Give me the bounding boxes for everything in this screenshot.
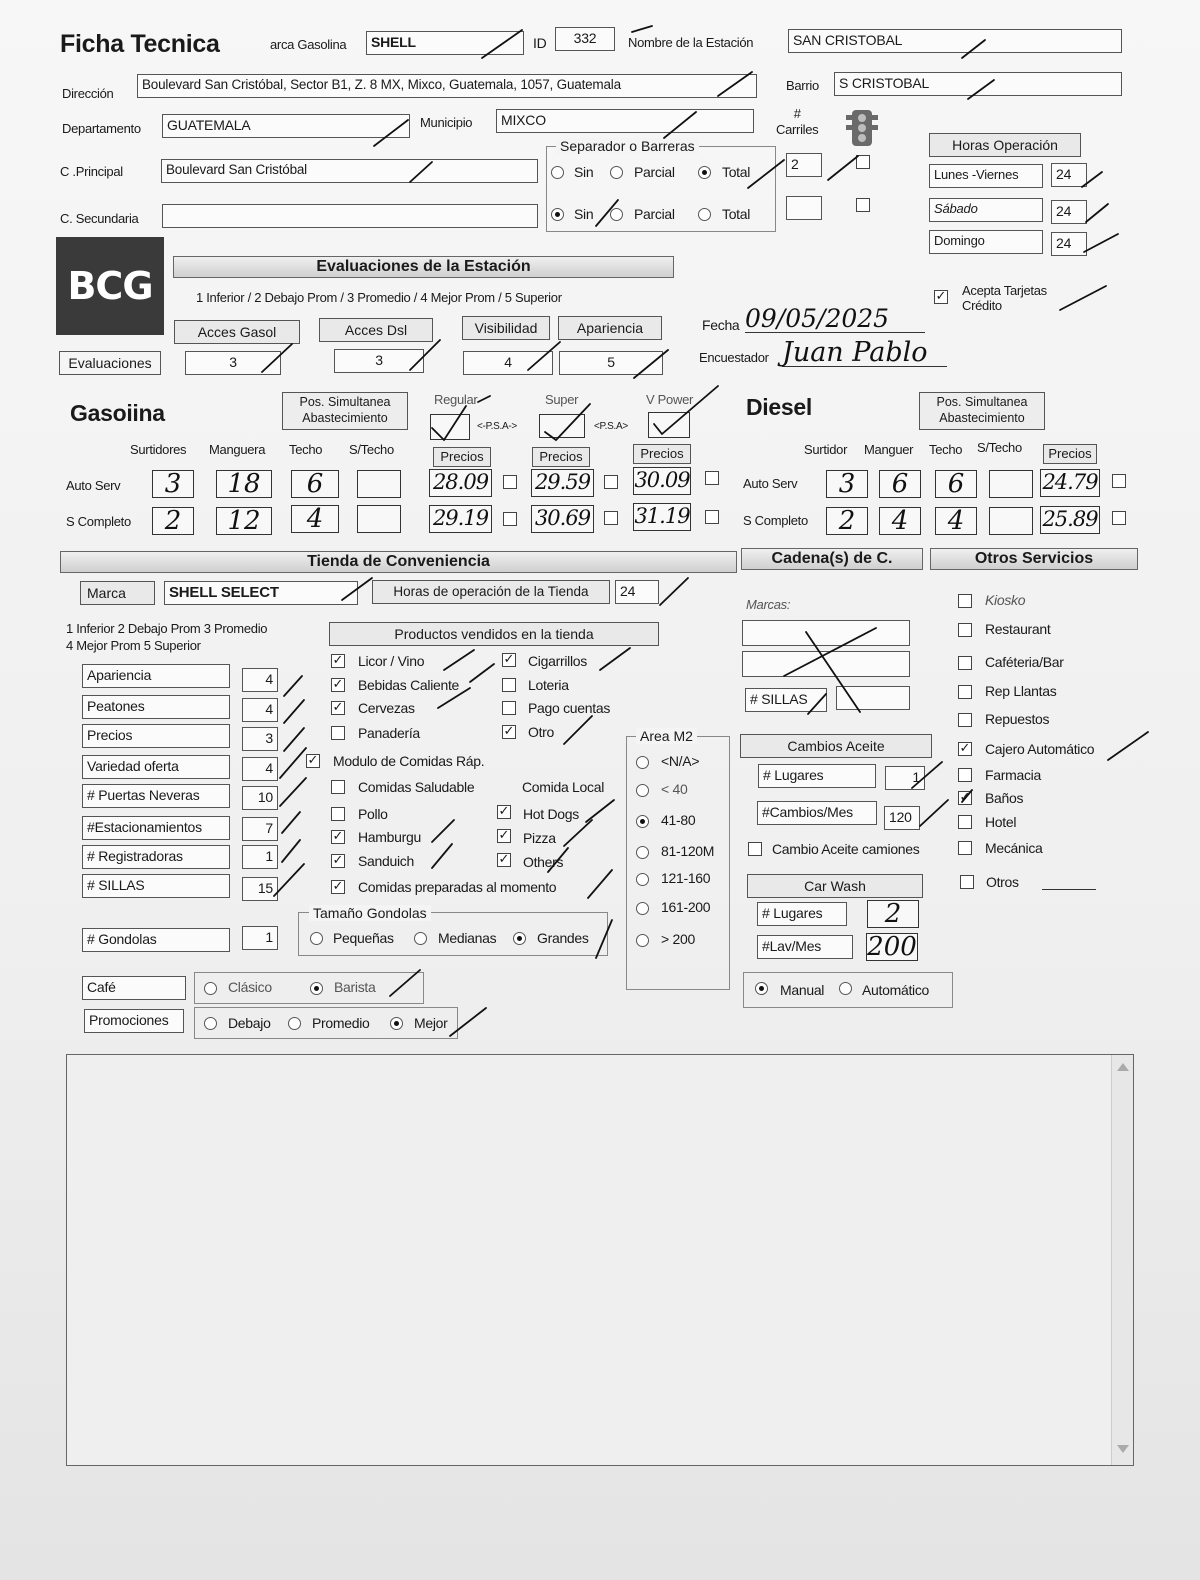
gas-autoserv-surtidores[interactable]: 3 xyxy=(152,470,194,498)
gondolas-medianas-label: Medianas xyxy=(438,930,497,946)
horas-day-sab: Sábado xyxy=(929,198,1043,222)
rating-sillas-label: # SILLAS xyxy=(82,874,230,898)
horas-day-dom: Domingo xyxy=(929,230,1043,254)
horas-lv-field[interactable]: 24 xyxy=(1051,163,1087,187)
gasolina-type-vpower: V Power xyxy=(646,392,694,407)
regular-psa-box[interactable] xyxy=(430,414,470,440)
prod-pago-label: Pago cuentas xyxy=(528,700,611,716)
rating-variedad-label: Variedad oferta xyxy=(82,755,230,779)
gas-scompleto-techo[interactable]: 4 xyxy=(291,505,339,533)
otros-repuestos-checkbox[interactable] xyxy=(958,713,972,727)
separador-row1-sin-label: Sin xyxy=(574,164,594,180)
gas-scompleto-s-techo[interactable] xyxy=(357,505,401,533)
c-principal-label: C .Principal xyxy=(60,164,123,179)
gas-scompleto-precio-regular[interactable]: 29.19 xyxy=(429,505,492,533)
comida-sanduich-checkbox[interactable]: ✓ xyxy=(332,853,344,868)
area-161-200-radio[interactable] xyxy=(636,902,649,915)
gas-scompleto-regular-checkbox[interactable] xyxy=(503,512,517,526)
area-81-120-radio[interactable] xyxy=(636,846,649,859)
vpower-psa-box[interactable] xyxy=(648,412,690,438)
prod-cigarrillos-checkbox[interactable]: ✓ xyxy=(503,652,515,667)
gas-autoserv-vpower-checkbox[interactable] xyxy=(705,471,719,485)
tienda-marca-label: Marca xyxy=(80,581,155,605)
separador-row2-parcial-label: Parcial xyxy=(634,206,675,222)
eval-acces-dsl-field[interactable]: 3 xyxy=(334,349,424,373)
area-na-radio[interactable] xyxy=(636,756,649,769)
gas-autoserv-precio-super[interactable]: 29.59 xyxy=(531,469,594,497)
psa-arrow-2: <P.S.A> xyxy=(594,421,628,432)
diesel-autoserv-checkbox[interactable] xyxy=(1112,474,1126,488)
area-41-80-radio[interactable] xyxy=(636,815,649,828)
carriles-field-1[interactable]: 2 xyxy=(786,153,822,177)
diesel-autoserv-s-techo[interactable] xyxy=(989,470,1033,498)
separador-row2-sin-radio[interactable] xyxy=(551,208,564,221)
area-na-label: <N/A> xyxy=(661,753,700,769)
eval-acces-dsl-label: Acces Dsl xyxy=(319,318,433,342)
diesel-title: Diesel xyxy=(746,394,812,420)
col-techo: Techo xyxy=(289,442,323,457)
cambios-title: Cambios Aceite xyxy=(740,734,932,758)
modulo-label: Modulo de Comidas Ráp. xyxy=(333,753,485,769)
rating-apariencia-field[interactable]: 4 xyxy=(242,668,278,692)
eval-acces-gasol-field[interactable]: 3 xyxy=(185,351,281,375)
preparadas-label: Comidas preparadas al momento xyxy=(358,879,557,895)
comida-pollo-label: Pollo xyxy=(358,806,388,822)
gas-autoserv-precio-regular[interactable]: 28.09 xyxy=(429,469,492,497)
col-s-techo: S/Techo xyxy=(349,442,394,457)
prod-loteria-label: Loteria xyxy=(528,677,569,693)
tarjetas-checkbox[interactable]: ✓ xyxy=(935,289,947,304)
prod-panaderia-label: Panadería xyxy=(358,725,420,741)
cafe-clasico-label: Clásico xyxy=(228,979,272,995)
otros-hotel-label: Hotel xyxy=(985,814,1017,830)
carriles-checkbox-1[interactable] xyxy=(856,155,870,169)
gas-autoserv-precio-vpower[interactable]: 30.09 xyxy=(633,467,691,495)
promo-mejor-label: Mejor xyxy=(414,1015,448,1031)
cadena-sillas-label: # SILLAS xyxy=(745,688,827,712)
cafe-label: Café xyxy=(82,976,186,1000)
area-81-120-label: 81-120M xyxy=(661,843,715,859)
traffic-light-icon xyxy=(846,110,878,150)
modulo-checkbox[interactable]: ✓ xyxy=(307,753,319,768)
comida-local-label: Comida Local xyxy=(522,779,604,795)
gasolina-title: Gasoiina xyxy=(70,400,165,426)
gondolas-pequenas-label: Pequeñas xyxy=(333,930,394,946)
otros-cafeteria-checkbox[interactable] xyxy=(958,656,972,670)
comida-hamburgu-label: Hamburgu xyxy=(358,829,421,845)
promo-promedio-label: Promedio xyxy=(312,1015,370,1031)
psa-arrow-1: <-P.S.A-> xyxy=(477,421,517,432)
cambios-lugares-label: # Lugares xyxy=(758,764,876,788)
diesel-scompleto-checkbox[interactable] xyxy=(1112,511,1126,525)
diesel-col-techo: Techo xyxy=(929,442,963,457)
otros-cajero-label: Cajero Automático xyxy=(985,741,1095,757)
diesel-scompleto-label: S Completo xyxy=(743,513,808,528)
form-title: Ficha Tecnica xyxy=(60,30,220,58)
scroll-down-icon[interactable] xyxy=(1117,1445,1129,1453)
promo-debajo-label: Debajo xyxy=(228,1015,271,1031)
rating-peatones-field[interactable]: 4 xyxy=(242,698,278,722)
eval-visibilidad-field[interactable]: 4 xyxy=(463,351,553,375)
rating-apariencia-label: Apariencia xyxy=(82,664,230,688)
gas-scompleto-precio-vpower[interactable]: 31.19 xyxy=(633,503,691,531)
separador-row1-parcial-label: Parcial xyxy=(634,164,675,180)
separador-row2-parcial-radio[interactable] xyxy=(610,208,623,221)
carriles-field-2[interactable] xyxy=(786,196,822,220)
gasolina-type-super: Super xyxy=(545,392,579,407)
carwash-manual-label: Manual xyxy=(780,982,825,998)
otros-farmacia-label: Farmacia xyxy=(985,767,1041,783)
otros-cajero-checkbox[interactable]: ✓ xyxy=(959,741,971,756)
gas-autoserv-s-techo[interactable] xyxy=(357,470,401,498)
area-200-radio[interactable] xyxy=(636,934,649,947)
rating-gondolas-label: # Gondolas xyxy=(82,928,230,952)
comida-others-checkbox[interactable]: ✓ xyxy=(498,852,510,867)
carwash-automatico-radio[interactable] xyxy=(839,982,852,995)
rating-sillas-field[interactable]: 15 xyxy=(242,877,278,901)
notes-text xyxy=(67,1055,1133,1067)
departamento-label: Departamento xyxy=(62,121,141,136)
diesel-autoserv-surtidor[interactable]: 3 xyxy=(826,470,868,498)
separador-title: Separador o Barreras xyxy=(556,138,699,154)
diesel-col-surtidor: Surtidor xyxy=(804,442,848,457)
otros-repuestos-label: Repuestos xyxy=(985,711,1050,727)
otros-farmacia-checkbox[interactable] xyxy=(958,768,972,782)
cambios-camiones-checkbox[interactable] xyxy=(748,842,762,856)
evaluaciones-title: Evaluaciones de la Estación xyxy=(173,256,674,278)
carwash-automatico-label: Automático xyxy=(862,982,930,998)
otros-mecanica-checkbox[interactable] xyxy=(958,841,972,855)
diesel-scompleto-techo[interactable]: 4 xyxy=(935,507,977,535)
comida-pizza-label: Pizza xyxy=(523,830,556,846)
separador-row1-total-label: Total xyxy=(722,164,751,180)
otros-banos-checkbox[interactable]: ✓ xyxy=(959,790,971,805)
prod-otro-checkbox[interactable]: ✓ xyxy=(503,724,515,739)
gondolas-grandes-label: Grandes xyxy=(537,930,589,946)
id-label: ID xyxy=(533,35,547,51)
c-principal-field[interactable]: Boulevard San Cristóbal xyxy=(161,159,538,183)
diesel-col-precios: Precios xyxy=(1043,444,1097,464)
diesel-scompleto-manguera[interactable]: 4 xyxy=(879,507,921,535)
tienda-scale-2: 4 Mejor Prom 5 Superior xyxy=(66,638,201,653)
carwash-lugares-label: # Lugares xyxy=(757,902,847,926)
prod-cervezas-checkbox[interactable]: ✓ xyxy=(332,700,344,715)
comida-others-label: Others xyxy=(523,854,564,870)
comida-saludable-checkbox[interactable] xyxy=(331,780,345,794)
area-40-label: < 40 xyxy=(661,781,688,797)
carwash-title: Car Wash xyxy=(747,874,923,898)
encuestador-value[interactable]: Juan Pablo xyxy=(782,340,947,367)
gasolina-type-regular: Regular xyxy=(434,392,478,407)
prod-licor-checkbox[interactable]: ✓ xyxy=(332,653,344,668)
notes-textarea[interactable] xyxy=(66,1054,1134,1466)
carwash-manual-radio[interactable] xyxy=(755,982,768,995)
promo-mejor-radio[interactable] xyxy=(390,1017,403,1030)
barrio-label: Barrio xyxy=(786,78,819,93)
otros-kiosko-label: Kiosko xyxy=(985,592,1026,608)
gas-scompleto-surtidores[interactable]: 2 xyxy=(152,507,194,535)
diesel-pos-simultanea: Pos. Simultanea Abastecimiento xyxy=(919,392,1045,430)
precios-regular-header: Precios xyxy=(433,447,491,467)
otros-llantas-label: Rep Llantas xyxy=(985,683,1057,699)
diesel-scompleto-s-techo[interactable] xyxy=(989,507,1033,535)
promo-debajo-radio[interactable] xyxy=(204,1017,217,1030)
municipio-field[interactable]: MIXCO xyxy=(496,109,754,133)
otros-hotel-checkbox[interactable] xyxy=(958,815,972,829)
rating-variedad-field[interactable]: 4 xyxy=(242,757,278,781)
otros-banos-label: Baños xyxy=(985,790,1024,806)
eval-apariencia-field[interactable]: 5 xyxy=(559,351,663,375)
prod-panaderia-checkbox[interactable] xyxy=(331,726,345,740)
evaluaciones-scale: 1 Inferior / 2 Debajo Prom / 3 Promedio / 4 Mejor Prom / 5 Superior xyxy=(196,290,562,305)
otros-kiosko-checkbox[interactable] xyxy=(958,594,972,608)
comida-pollo-checkbox[interactable] xyxy=(331,807,345,821)
otros-mecanica-label: Mecánica xyxy=(985,840,1043,856)
separador-row2-sin-label: Sin xyxy=(574,206,594,222)
gondolas-medianas-radio[interactable] xyxy=(414,932,427,945)
prod-bebidas-label: Bebidas Caliente xyxy=(358,677,460,693)
gas-scompleto-label: S Completo xyxy=(66,514,131,529)
fecha-value[interactable]: 09/05/2025 xyxy=(745,306,925,333)
super-psa-box[interactable] xyxy=(539,414,585,438)
precios-vpower-header: Precios xyxy=(633,444,691,464)
horas-dom-field[interactable]: 24 xyxy=(1051,232,1087,256)
prod-cigarrillos-label: Cigarrillos xyxy=(528,653,587,669)
direccion-label: Dirección xyxy=(62,86,114,101)
prod-otro-label: Otro xyxy=(528,724,555,740)
diesel-scompleto-surtidor[interactable]: 2 xyxy=(826,507,868,535)
gondolas-pequenas-radio[interactable] xyxy=(310,932,323,945)
encuestador-label: Encuestador xyxy=(699,350,769,365)
cafe-barista-radio[interactable] xyxy=(310,982,323,995)
promociones-label: Promociones xyxy=(84,1009,184,1033)
comida-pizza-checkbox[interactable]: ✓ xyxy=(498,828,510,843)
tienda-horas-label: Horas de operación de la Tienda xyxy=(372,580,610,604)
horas-day-lv: Lunes -Viernes xyxy=(929,164,1043,188)
separador-row2-total-radio[interactable] xyxy=(698,208,711,221)
scroll-up-icon[interactable] xyxy=(1117,1063,1129,1071)
direccion-field[interactable]: Boulevard San Cristóbal, Sector B1, Z. 8 MX, Mixco, Guatemala, 1057, Guatemala xyxy=(137,74,757,98)
diesel-scompleto-precio[interactable]: 25.89 xyxy=(1040,506,1100,534)
area-41-80-label: 41-80 xyxy=(661,812,696,828)
gas-scompleto-super-checkbox[interactable] xyxy=(604,511,618,525)
id-field[interactable]: 332 xyxy=(555,27,615,51)
eval-visibilidad-label: Visibilidad xyxy=(462,316,550,340)
col-surtidores: Surtidores xyxy=(130,442,187,457)
cadena-marca-field-1[interactable] xyxy=(742,620,910,646)
rating-registradoras-field[interactable]: 1 xyxy=(242,845,278,869)
eval-apariencia-label: Apariencia xyxy=(558,316,662,340)
cambios-mes-label: #Cambios/Mes xyxy=(757,801,877,825)
separador-row1-sin-radio[interactable] xyxy=(551,166,564,179)
rating-precios-label: Precios xyxy=(82,724,230,748)
otros-otros-checkbox[interactable] xyxy=(960,875,974,889)
evaluaciones-row-label: Evaluaciones xyxy=(59,351,161,375)
tienda-title: Tienda de Conveniencia xyxy=(60,551,737,573)
c-secundaria-field[interactable] xyxy=(162,204,538,228)
tarjetas-label: Acepta Tarjetas Crédito xyxy=(962,283,1047,313)
carwash-lav-label: #Lav/Mes xyxy=(757,935,853,959)
prod-loteria-checkbox[interactable] xyxy=(502,678,516,692)
gondolas-grandes-radio[interactable] xyxy=(513,932,526,945)
horas-title: Horas Operación xyxy=(929,133,1081,157)
gas-scompleto-manguera[interactable]: 12 xyxy=(216,507,272,535)
diesel-autoserv-label: Auto Serv xyxy=(743,476,798,491)
precios-super-header: Precios xyxy=(532,447,590,467)
gas-autoserv-super-checkbox[interactable] xyxy=(604,475,618,489)
prod-bebidas-checkbox[interactable]: ✓ xyxy=(332,677,344,692)
fecha-label: Fecha xyxy=(702,317,740,333)
rating-puertas-label: # Puertas Neveras xyxy=(82,784,230,808)
diesel-autoserv-techo[interactable]: 6 xyxy=(935,470,977,498)
gas-scompleto-vpower-checkbox[interactable] xyxy=(705,510,719,524)
carriles-label: # Carriles xyxy=(776,106,819,137)
nombre-label: Nombre de la Estación xyxy=(628,35,754,50)
tienda-horas-field[interactable]: 24 xyxy=(615,580,659,604)
tienda-marca-field[interactable]: SHELL SELECT xyxy=(164,581,358,605)
prod-cervezas-label: Cervezas xyxy=(358,700,415,716)
barrio-field[interactable]: S CRISTOBAL xyxy=(834,72,1122,96)
notes-scrollbar[interactable] xyxy=(1111,1055,1133,1465)
prod-licor-label: Licor / Vino xyxy=(358,653,425,669)
comida-hotdogs-checkbox[interactable]: ✓ xyxy=(498,804,510,819)
prod-pago-checkbox[interactable] xyxy=(502,701,516,715)
area-161-200-label: 161-200 xyxy=(661,899,711,915)
gas-autoserv-manguera[interactable]: 18 xyxy=(216,470,272,498)
rating-puertas-field[interactable]: 10 xyxy=(242,786,278,810)
area-200-label: > 200 xyxy=(661,931,695,947)
cadena-title: Cadena(s) de C. xyxy=(741,548,923,570)
cambios-camiones-label: Cambio Aceite camiones xyxy=(772,841,920,857)
gas-scompleto-precio-super[interactable]: 30.69 xyxy=(531,505,594,533)
rating-peatones-label: Peatones xyxy=(82,695,230,719)
gas-autoserv-label: Auto Serv xyxy=(66,478,121,493)
comida-hamburgu-checkbox[interactable]: ✓ xyxy=(332,829,344,844)
cafe-barista-label: Barista xyxy=(334,979,376,995)
c-secundaria-label: C. Secundaria xyxy=(60,211,139,226)
carwash-lav-field[interactable]: 200 xyxy=(867,932,917,962)
gas-autoserv-techo[interactable]: 6 xyxy=(291,470,339,498)
otros-restaurant-checkbox[interactable] xyxy=(958,623,972,637)
municipio-label: Municipio xyxy=(420,115,473,130)
area-121-160-radio[interactable] xyxy=(636,873,649,886)
col-manguera: Manguera xyxy=(209,442,266,457)
departamento-field[interactable]: GUATEMALA xyxy=(162,114,410,138)
separador-row1-parcial-radio[interactable] xyxy=(610,166,623,179)
rating-precios-field[interactable]: 3 xyxy=(242,727,278,751)
cadena-marca-field-2[interactable] xyxy=(742,651,910,677)
otros-cafeteria-label: Caféteria/Bar xyxy=(985,654,1064,670)
otros-llantas-checkbox[interactable] xyxy=(958,685,972,699)
otros-title: Otros Servicios xyxy=(930,548,1138,570)
rating-estacionamientos-field[interactable]: 7 xyxy=(242,817,278,841)
rating-registradoras-label: # Registradoras xyxy=(82,845,230,869)
diesel-col-manguer: Manguer xyxy=(864,442,914,457)
otros-otros-line xyxy=(1042,889,1096,890)
otros-restaurant-label: Restaurant xyxy=(985,621,1051,637)
diesel-autoserv-manguera[interactable]: 6 xyxy=(879,470,921,498)
horas-sab-field[interactable]: 24 xyxy=(1051,200,1087,224)
gondolas-title: Tamaño Gondolas xyxy=(309,905,431,921)
rating-estacionamientos-label: #Estacionamientos xyxy=(82,816,230,840)
separador-row1-total-radio[interactable] xyxy=(698,166,711,179)
tienda-scale-1: 1 Inferior 2 Debajo Prom 3 Promedio xyxy=(66,621,268,636)
otros-otros-label: Otros xyxy=(986,874,1019,890)
eval-acces-gasol-label: Acces Gasol xyxy=(174,320,300,344)
diesel-autoserv-precio[interactable]: 24.79 xyxy=(1040,469,1100,497)
cambios-lugares-field[interactable]: 1 xyxy=(885,766,925,790)
carwash-lugares-field[interactable]: 2 xyxy=(867,900,919,928)
bcg-logo: BCG xyxy=(56,237,164,335)
cafe-clasico-radio[interactable] xyxy=(204,982,217,995)
area-40-radio[interactable] xyxy=(636,784,649,797)
gasolina-pos-simultanea: Pos. Simultanea Abastecimiento xyxy=(282,392,408,430)
area-121-160-label: 121-160 xyxy=(661,870,711,886)
comida-saludable-label: Comidas Saludable xyxy=(358,779,475,795)
marca-field[interactable]: SHELL xyxy=(366,31,524,55)
preparadas-checkbox[interactable]: ✓ xyxy=(332,879,344,894)
cadena-marcas-label: Marcas: xyxy=(746,597,791,612)
rating-gondolas-field[interactable]: 1 xyxy=(242,926,278,950)
diesel-col-s-techo: S/Techo xyxy=(977,440,1022,455)
area-group xyxy=(626,736,730,990)
nombre-field[interactable]: SAN CRISTOBAL xyxy=(788,29,1122,53)
comida-sanduich-label: Sanduich xyxy=(358,853,414,869)
separador-row2-total-label: Total xyxy=(722,206,751,222)
gas-autoserv-regular-checkbox[interactable] xyxy=(503,475,517,489)
carriles-checkbox-2[interactable] xyxy=(856,198,870,212)
promo-promedio-radio[interactable] xyxy=(288,1017,301,1030)
productos-title: Productos vendidos en la tienda xyxy=(329,622,659,646)
cadena-sillas-field[interactable] xyxy=(836,686,910,710)
area-title: Area M2 xyxy=(636,728,697,744)
cambios-mes-field[interactable]: 120 xyxy=(884,806,920,830)
comida-hotdogs-label: Hot Dogs xyxy=(523,806,579,822)
marca-label: arca Gasolina xyxy=(270,37,347,52)
